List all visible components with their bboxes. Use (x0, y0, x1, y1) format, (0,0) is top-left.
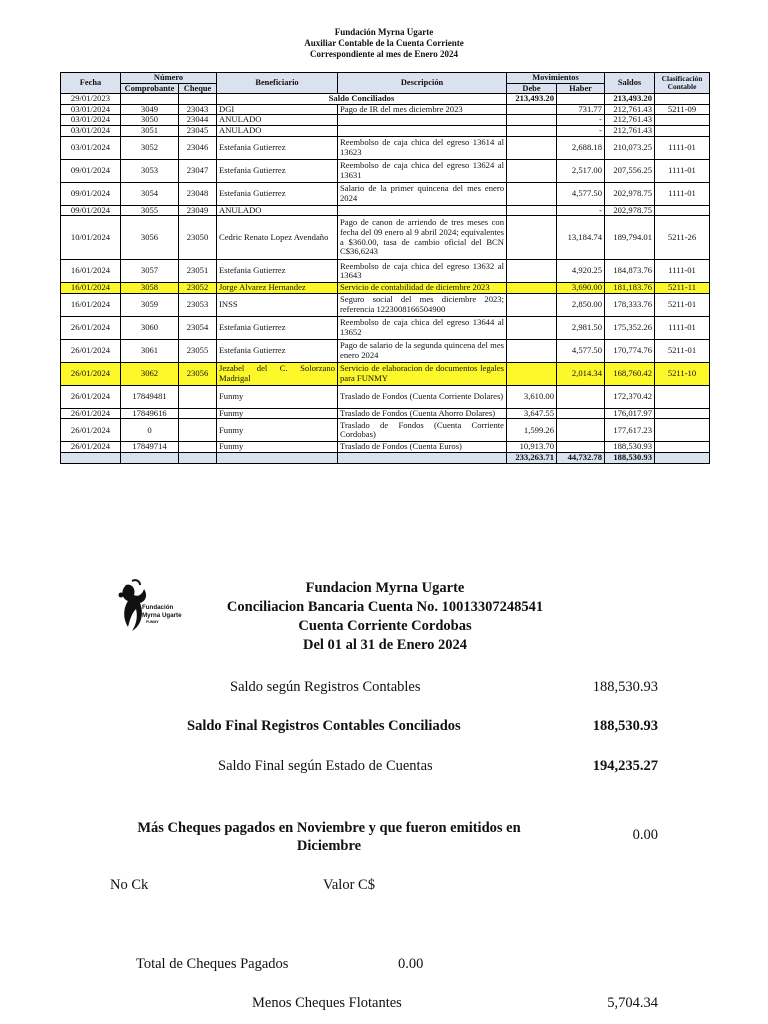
row-fecha: 03/01/2024 (61, 104, 121, 115)
ledger-row (61, 442, 710, 453)
report-org: Fundación Myrna Ugarte (334, 27, 434, 37)
row-beneficiario: Estefania Gutierrez (217, 339, 338, 362)
row-haber (557, 385, 605, 408)
row-comprobante: 3055 (121, 205, 179, 216)
total-cheques-label: Total de Cheques Pagados (136, 956, 289, 972)
row-descripcion: Traslado de Fondos (Cuenta Corriente Cordobas) (338, 419, 507, 442)
row-cheque: 23049 (179, 205, 217, 216)
row-cheque: 23051 (179, 260, 217, 283)
row-beneficiario: Funmy (217, 385, 338, 408)
row-fecha: 03/01/2024 (61, 125, 121, 136)
ledger-row (61, 260, 710, 283)
row-beneficiario: ANULADO (217, 205, 338, 216)
row-haber: 731.77 (557, 104, 605, 115)
row-haber: 2,688.18 (557, 136, 605, 159)
row-comprobante: 3060 (121, 316, 179, 339)
row-fecha: 09/01/2024 (61, 205, 121, 216)
row-comprobante: 3058 (121, 283, 179, 294)
row-beneficiario: ANULADO (217, 115, 338, 126)
row-clasificacion: 5211-26 (655, 216, 710, 260)
row-fecha: 16/01/2024 (61, 260, 121, 283)
col-fecha: Fecha (61, 73, 121, 94)
logo-line2: Myrna Ugarte (142, 612, 182, 619)
row-clasificacion: 5211-09 (655, 104, 710, 115)
row-beneficiario: Estefania Gutierrez (217, 159, 338, 182)
row-debe (507, 159, 557, 182)
row-comprobante: 3061 (121, 339, 179, 362)
row-fecha: 09/01/2024 (61, 159, 121, 182)
row-saldo: 176,017.97 (605, 408, 655, 419)
row-cheque: 23052 (179, 283, 217, 294)
row-descripcion: Reembolso de caja chica del egreso 13614 al 13623 (338, 136, 507, 159)
row-haber: 2,981.50 (557, 316, 605, 339)
row-clasificacion: 5211-10 (655, 362, 710, 385)
opening-row (61, 94, 710, 105)
row-haber (557, 419, 605, 442)
row-debe (507, 216, 557, 260)
col-saldos: Saldos (605, 73, 655, 94)
total-cheques-value: 0.00 (398, 956, 424, 972)
row-clasificacion (655, 115, 710, 126)
row-beneficiario: ANULADO (217, 125, 338, 136)
row-descripcion: Servicio de contabilidad de diciembre 2023 (338, 283, 507, 294)
row-descripcion: Salario de la primer quincena del mes enero 2024 (338, 182, 507, 205)
row-comprobante: 3053 (121, 159, 179, 182)
row-fecha: 26/01/2024 (61, 339, 121, 362)
row-haber: 4,577.50 (557, 182, 605, 205)
row-haber: 2,850.00 (557, 293, 605, 316)
row-cheque (179, 419, 217, 442)
col-cheque: Cheque (179, 83, 217, 94)
row-descripcion: Reembolso de caja chica del egreso 13624 al 13631 (338, 159, 507, 182)
row-debe (507, 362, 557, 385)
row-haber: 13,184.74 (557, 216, 605, 260)
row-fecha: 03/01/2024 (61, 136, 121, 159)
row-descripcion: Pago de salario de la segunda quincena del mes enero 2024 (338, 339, 507, 362)
menos-flotantes-value: 5,704.34 (607, 995, 658, 1011)
row-clasificacion: 1111-01 (655, 316, 710, 339)
row-descripcion: Traslado de Fondos (Cuenta Euros) (338, 442, 507, 453)
row-comprobante: 3052 (121, 136, 179, 159)
saldo-final-conciliado-label: Saldo Final Registros Contables Conciliados (187, 718, 461, 734)
col-clasificacion: Clasificación Contable (655, 73, 710, 94)
row-comprobante: 3062 (121, 362, 179, 385)
ledger-row (61, 385, 710, 408)
row-cheque (179, 442, 217, 453)
valor-label: Valor C$ (323, 877, 375, 893)
row-saldo: 181,183.76 (605, 283, 655, 294)
row-saldo: 212,761.43 (605, 115, 655, 126)
row-debe (507, 339, 557, 362)
row-saldo: 172,370.42 (605, 385, 655, 408)
row-saldo: 184,873.76 (605, 260, 655, 283)
row-debe (507, 316, 557, 339)
row-beneficiario: Funmy (217, 442, 338, 453)
row-clasificacion (655, 442, 710, 453)
report-title: Auxiliar Contable de la Cuenta Corriente (304, 38, 464, 48)
row-beneficiario: Estefania Gutierrez (217, 136, 338, 159)
row-debe (507, 260, 557, 283)
row-fecha: 09/01/2024 (61, 182, 121, 205)
row-clasificacion: 1111-01 (655, 159, 710, 182)
row-comprobante: 17849714 (121, 442, 179, 453)
row-descripcion (338, 125, 507, 136)
row-clasificacion (655, 408, 710, 419)
row-comprobante: 3057 (121, 260, 179, 283)
row-saldo: 210,073.25 (605, 136, 655, 159)
ledger-row (61, 136, 710, 159)
row-descripcion: Reembolso de caja chica del egreso 13632 al 13643 (338, 260, 507, 283)
row-debe (507, 293, 557, 316)
row-debe (507, 283, 557, 294)
ledger-row (61, 316, 710, 339)
row-cheque: 23046 (179, 136, 217, 159)
row-clasificacion: 5211-01 (655, 293, 710, 316)
row-descripcion: Pago de canon de arriendo de tres meses con fecha del 09 enero al 9 abril 2024; equivalentes a $360.00, tasa de cambio oficial del BCN C$36,6243 (338, 216, 507, 260)
row-cheque: 23043 (179, 104, 217, 115)
row-descripcion: Pago de IR del mes diciembre 2023 (338, 104, 507, 115)
logo-line3: FUNMY (146, 620, 159, 624)
row-debe: 10,913.70 (507, 442, 557, 453)
row-cheque: 23055 (179, 339, 217, 362)
col-haber: Haber (557, 83, 605, 94)
row-clasificacion: 1111-01 (655, 136, 710, 159)
row-cheque: 23050 (179, 216, 217, 260)
row-cheque (179, 385, 217, 408)
opening-fecha: 29/01/2023 (61, 94, 121, 105)
row-saldo: 177,617.23 (605, 419, 655, 442)
col-descripcion: Descripción (338, 73, 507, 94)
col-comprobante: Comprobante (121, 83, 179, 94)
row-saldo: 202,978.75 (605, 182, 655, 205)
ledger-row (61, 205, 710, 216)
row-saldo: 212,761.43 (605, 125, 655, 136)
row-cheque: 23048 (179, 182, 217, 205)
saldo-estado-value: 194,235.27 (592, 758, 658, 774)
row-saldo: 189,794.01 (605, 216, 655, 260)
opening-label: Saldo Conciliados (217, 94, 507, 105)
ledger-row (61, 182, 710, 205)
saldo-registros-label: Saldo según Registros Contables (230, 679, 421, 695)
row-cheque: 23047 (179, 159, 217, 182)
ledger-table (60, 72, 710, 464)
row-fecha: 16/01/2024 (61, 293, 121, 316)
row-fecha: 26/01/2024 (61, 419, 121, 442)
row-saldo: 202,978.75 (605, 205, 655, 216)
col-numero: Número (121, 73, 217, 84)
row-cheque: 23056 (179, 362, 217, 385)
opening-debe: 213,493.20 (507, 94, 557, 105)
row-fecha: 26/01/2024 (61, 408, 121, 419)
row-descripcion: Reembolso de caja chica del egreso 13644 al 13652 (338, 316, 507, 339)
row-clasificacion (655, 385, 710, 408)
row-cheque: 23053 (179, 293, 217, 316)
row-beneficiario: Estefania Gutierrez (217, 182, 338, 205)
no-ck-label: No Ck (110, 877, 149, 893)
mas-cheques-value: 0.00 (632, 827, 658, 843)
row-debe (507, 104, 557, 115)
row-debe (507, 182, 557, 205)
recon-title-1: Fundacion Myrna Ugarte (305, 580, 465, 596)
col-movimientos: Movimientos (507, 73, 605, 84)
row-haber: 4,920.25 (557, 260, 605, 283)
saldo-final-conciliado-value: 188,530.93 (592, 718, 658, 734)
row-clasificacion (655, 205, 710, 216)
row-debe: 1,599.26 (507, 419, 557, 442)
ledger-row (61, 339, 710, 362)
row-haber: - (557, 205, 605, 216)
row-clasificacion (655, 419, 710, 442)
ledger-row (61, 216, 710, 260)
report-subtitle: Correspondiente al mes de Enero 2024 (310, 49, 458, 59)
row-comprobante: 3049 (121, 104, 179, 115)
row-debe: 3,647.55 (507, 408, 557, 419)
row-fecha: 26/01/2024 (61, 316, 121, 339)
row-descripcion (338, 205, 507, 216)
row-haber: - (557, 115, 605, 126)
row-haber (557, 442, 605, 453)
row-comprobante: 3054 (121, 182, 179, 205)
row-saldo: 168,760.42 (605, 362, 655, 385)
recon-title-2: Conciliacion Bancaria Cuenta No. 10013307248541 (226, 599, 544, 615)
row-debe (507, 136, 557, 159)
saldo-estado-label: Saldo Final según Estado de Cuentas (218, 758, 433, 774)
ledger-row (61, 125, 710, 136)
ledger-row (61, 293, 710, 316)
row-cheque (179, 408, 217, 419)
row-comprobante: 17849481 (121, 385, 179, 408)
row-clasificacion (655, 125, 710, 136)
row-descripcion: Servicio de elaboracion de documentos legales para FUNMY (338, 362, 507, 385)
row-cheque: 23054 (179, 316, 217, 339)
row-clasificacion: 1111-01 (655, 260, 710, 283)
row-fecha: 16/01/2024 (61, 283, 121, 294)
saldo-registros-value: 188,530.93 (592, 679, 658, 695)
total-debe: 233,263.71 (507, 452, 557, 463)
row-saldo: 212,761.43 (605, 104, 655, 115)
recon-title (200, 579, 570, 655)
row-comprobante: 0 (121, 419, 179, 442)
row-beneficiario: INSS (217, 293, 338, 316)
ledger-row (61, 104, 710, 115)
row-saldo: 188,530.93 (605, 442, 655, 453)
total-saldo: 188,530.93 (605, 452, 655, 463)
row-fecha: 03/01/2024 (61, 115, 121, 126)
row-beneficiario: Estefania Gutierrez (217, 316, 338, 339)
row-saldo: 175,352.26 (605, 316, 655, 339)
row-fecha: 26/01/2024 (61, 362, 121, 385)
logo-line1: Fundación (142, 604, 174, 611)
row-beneficiario: Funmy (217, 419, 338, 442)
row-haber: 2,517.00 (557, 159, 605, 182)
row-descripcion: Traslado de Fondos (Cuenta Corriente Dolares) (338, 385, 507, 408)
ledger-row (61, 362, 710, 385)
row-haber: 4,577.50 (557, 339, 605, 362)
row-fecha: 10/01/2024 (61, 216, 121, 260)
ledger-row (61, 419, 710, 442)
opening-saldo: 213,493.20 (605, 94, 655, 105)
row-descripcion: Seguro social del mes diciembre 2023; referencia 1223008166504900 (338, 293, 507, 316)
ledger-row (61, 159, 710, 182)
row-fecha: 26/01/2024 (61, 442, 121, 453)
ledger-row (61, 283, 710, 294)
row-beneficiario: Funmy (217, 408, 338, 419)
totals-row (61, 452, 710, 463)
recon-title-4: Del 01 al 31 de Enero 2024 (302, 637, 468, 653)
row-clasificacion: 1111-01 (655, 182, 710, 205)
row-debe: 3,610.00 (507, 385, 557, 408)
row-saldo: 207,556.25 (605, 159, 655, 182)
row-haber: 3,690.00 (557, 283, 605, 294)
row-haber: 2,014.34 (557, 362, 605, 385)
row-comprobante: 3050 (121, 115, 179, 126)
menos-flotantes-label: Menos Cheques Flotantes (252, 995, 402, 1011)
row-beneficiario: Cedric Renato Lopez Avendaño (217, 216, 338, 260)
row-clasificacion: 5211-01 (655, 339, 710, 362)
row-beneficiario: DGI (217, 104, 338, 115)
row-descripcion (338, 115, 507, 126)
row-haber (557, 408, 605, 419)
row-comprobante: 17849616 (121, 408, 179, 419)
row-beneficiario: Jorge Alvarez Hernandez (217, 283, 338, 294)
row-haber: - (557, 125, 605, 136)
row-clasificacion: 5211-11 (655, 283, 710, 294)
ledger-row (61, 408, 710, 419)
row-beneficiario: Estefania Gutierrez (217, 260, 338, 283)
row-saldo: 178,333.76 (605, 293, 655, 316)
row-saldo: 170,774.76 (605, 339, 655, 362)
row-cheque: 23044 (179, 115, 217, 126)
row-descripcion: Traslado de Fondos (Cuenta Ahorro Dolares) (338, 408, 507, 419)
row-debe (507, 115, 557, 126)
row-comprobante: 3056 (121, 216, 179, 260)
row-comprobante: 3051 (121, 125, 179, 136)
mas-cheques-label: Más Cheques pagados en Noviembre y que fueron emitidos en Diciembre (137, 820, 521, 854)
row-cheque: 23045 (179, 125, 217, 136)
row-beneficiario: Jezabel del C. Solorzano Madrigal (217, 362, 338, 385)
row-fecha: 26/01/2024 (61, 385, 121, 408)
recon-title-3: Cuenta Corriente Cordobas (298, 618, 472, 634)
row-comprobante: 3059 (121, 293, 179, 316)
total-haber: 44,732.78 (557, 452, 605, 463)
ledger-row (61, 115, 710, 126)
funmy-logo (112, 577, 198, 635)
col-beneficiario: Beneficiario (217, 73, 338, 94)
col-debe: Debe (507, 83, 557, 94)
row-debe (507, 205, 557, 216)
row-debe (507, 125, 557, 136)
